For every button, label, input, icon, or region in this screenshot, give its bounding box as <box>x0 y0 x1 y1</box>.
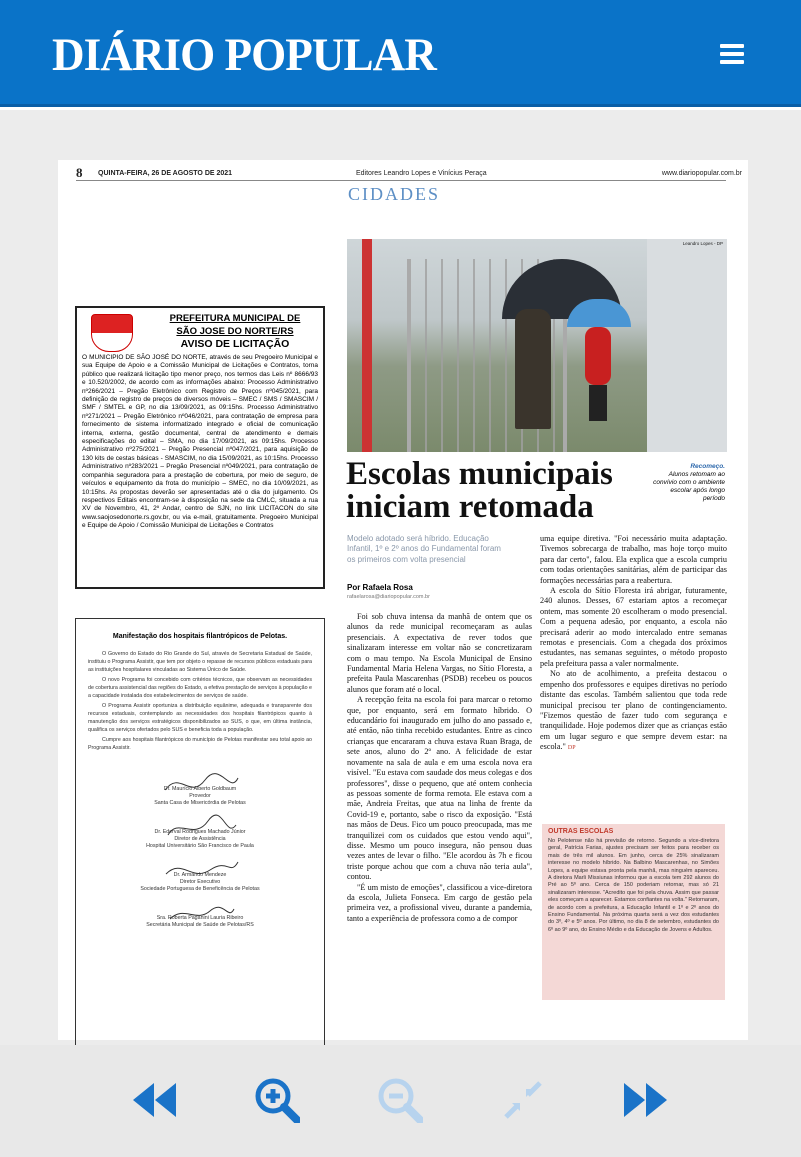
adult-figure <box>515 309 551 429</box>
signer-org: Secretária Municipal de Saúde de Pelotas/RS <box>146 922 254 928</box>
article-paragraph: A escola do Sítio Floresta irá abrigar, futuramente, 240 alunos. Desses, 67 estariam aptos a recomeçar ontem, mas somente 20 escolheram o modo presencial. Com a pequena adesão, por enquanto, a escola não precisará aderir ao modo intercalado entre semanas remotas e presenciais. Com a chegada dos próximos estudantes, nas semanas seguintes, o método proposto pela prefeitura passa a valer normalmente. <box>540 586 727 668</box>
sidebar-box-title: OUTRAS ESCOLAS <box>548 828 614 835</box>
signer-role: Provedor <box>189 793 211 799</box>
page-viewer[interactable] <box>0 110 801 1045</box>
gate-post <box>362 239 372 452</box>
fast-forward-icon <box>623 1077 669 1123</box>
signature-scribble-icon <box>160 813 240 843</box>
letter-paragraph: O novo Programa foi concebido com critérios técnicos, que observam as necessidades de cobertura assistencial das regiões do Estado, a efetiva prestação de serviços à população e a capacidade instalada dos estabelecimentos de serviços de saúde. <box>88 677 312 699</box>
article-column-2 <box>540 534 727 754</box>
notice-org-line2: SÃO JOSE DO NORTE/RS <box>176 326 294 337</box>
photo-credit: Leandro Lopes - DP <box>682 241 723 246</box>
page-date: QUINTA-FEIRA, 26 DE AGOSTO DE 2021 <box>98 170 233 177</box>
signature-scribble-icon <box>160 899 240 929</box>
page-editors: Editores Leandro Lopes e Vinícius Peraça <box>356 170 487 177</box>
article-byline: Por Rafaela Rosa <box>347 583 413 592</box>
article-paragraph: uma equipe diretiva. "Foi necessário muita adaptação. Tivemos sobrecarga de trabalho, mas hoje torço muito para dar certo", falou. Ela explica que a escola cumpriu com todas orientações sanitárias, além de participar das formações necessárias para a reabertura. <box>540 534 727 585</box>
signer-role: Diretor Executivo <box>179 879 221 885</box>
zoom-in-button[interactable] <box>254 1077 300 1123</box>
photo-caption <box>650 463 725 503</box>
rewind-icon <box>131 1077 177 1123</box>
article-subhead: Modelo adotado será híbrido. Educação Infantil, 1º e 2º anos do Fundamental foram os primeiros com volta presencial <box>347 534 501 564</box>
signer-name: Sra. Roberta Paganini Lauria Ribeiro <box>156 915 244 921</box>
article-paragraph <box>540 669 727 753</box>
zoom-out-icon <box>377 1077 423 1123</box>
signer-name: Dr. Ederval Rodrigues Machado Júnior <box>154 829 246 835</box>
masthead-divider <box>76 180 726 181</box>
notice-org-line1: PREFEITURA MUNICIPAL DE <box>169 313 301 324</box>
collapse-icon <box>500 1077 546 1123</box>
end-mark: DP <box>567 745 576 752</box>
signature-block <box>88 872 312 893</box>
letter-title: Manifestação dos hospitais filantrópicos de Pelotas. <box>112 633 288 640</box>
municipal-crest-icon <box>91 314 133 352</box>
letter-paragraph: O Governo do Estado do Rio Grande do Sul, através de Secretaria Estadual de Saúde, instituiu o Programa Assistir, que tem por objeto o repasse de recursos públicos estaduais para as instituições hospitalares vinculadas ao Sistema Único de Saúde. <box>88 651 312 673</box>
viewer-toolbar <box>0 1045 801 1157</box>
caption-text: Alunos retomam ao convívio com o ambiente escolar após longo período <box>653 471 725 502</box>
article-column-1 <box>347 612 532 924</box>
signature-scribble-icon <box>160 856 240 886</box>
bid-notice <box>75 306 325 589</box>
notice-title: AVISO DE LICITAÇÃO <box>180 338 290 350</box>
signature-scribble-icon <box>160 770 240 800</box>
article-paragraph: A recepção feita na escola foi para marcar o retorno que, por enquanto, será em formato híbrido. O educandário foi inaugurado em julho do ano passado e, até então, não tinha recebido estudantes. Entre as cinco crianças que encararam a chuva estava Ruan Braga, de sete anos, aluno do 2º ano. A felicidade de estar novamente na sala de aula e em uma escola nova era visível. "Eu estava com saudade dos meus colegas e dos professores", disse o pequeno, que até ontem conhecia as pessoas somente de forma remota. Ele estava com a mãe, Andreia Freitas, que atua na linha de frente da Covid-19 e, portanto, sabe o risco da exposição. "Está nas mãos de Deus. Fico um pouco preocupada, mas me tranquilizei com os cuidados que estou vendo aqui", disse. Mesmo um pouco insegura, não pensou duas vezes antes de levar o filho. "Ele acordou às 7h e ficou triste porque achou que com a chuva não teria aula", contou. <box>347 695 532 882</box>
signer-org: Santa Casa de Misericórdia de Pelotas <box>154 800 246 806</box>
diario-popular-logo[interactable]: DIÁRIO POPULAR <box>52 29 436 81</box>
child-legs <box>589 385 607 421</box>
hamburger-menu-icon[interactable] <box>720 44 744 64</box>
article-paragraph-text: No ato de acolhimento, a prefeita destacou o empenho dos professores e equipes diretivas no período distante das escolas. Também salientou que toda rede municipal precisou ter plano de contingenciamento. "Fizemos questão de fazer tudo com segurança e tranquilidade. Hoje podemos dizer que as crianças estão em um lugar seguro e que sempre devem estar: na escola." <box>540 669 727 752</box>
signer-name: Dr. Armando Mendeze <box>173 872 227 878</box>
signature-block <box>88 829 312 850</box>
article-paragraph: "É um misto de emoções", classificou a vice-diretora da escola, Julieta Fonseca. Em cargo de gestão pela primeira vez, a profissional viveu, durante a pandemia, tanto a experiência de professora como a de compor <box>347 882 532 923</box>
signer-org: Hospital Universitário São Francisco de Paula <box>146 843 254 849</box>
notice-body: O MUNICIPIO DE SÃO JOSÉ DO NORTE, através de seu Pregoeiro Municipal e sua Equipe de Apoio e a Comissão Municipal de Licitações e Contratos, torna público que realizará licitação tipo menor preço, nos termos das Leis nº 8666/93 e 10.520/2002, de acordo com as informações abaixo: Processo Administrativo nº266/2021 – Pregão Eletrônico com Registro de Preços nº045/2021, para definição de registro de preços de diversos móveis – SMEC / SMS / SMASCIM / SMF / SMTEL e GP, no dia 13/09/2021, as 09:15hs. Processo Administrativo nº271/2021 – Pregão Eletrônico nº046/2021, para contratação de empresa para fornecimento de sistema informatizado integrado e oficial de comunicação interna, externa, gestão documental, central de atendimento e demais especificações do edital – SMA, no dia 17/09/2021, as 09:15hs. Processo Administrativo nº275/2021 – Pregão Presencial nº047/2021, para aquisição de 130 kits de cestas básicas - SMASCIM, no dia 15/09/2021, as 10:15hs. Processo Administrativo nº283/2021 – Pregão Presencial nº049/2021, para contratação de companhia seguradora para a prestação de cobertura, por meio de seguro, de veículos e equipamento da frota do município – SMEC, no dia 10/09/2021, as 10:15hs. As propostas deverão ser apresentadas até o dia do julgamento. Os respectivos Editais encontram-se à disposição na sede da CMLC, situada a rua XV de Novembro, 41, 2º Andar, centro de SJN, no link LICITACON do site www.saojosedonorte.rs.gov.br, ou via e-mail, gratuitamente. Pregoeiro Municipal e Equipe de Apoio / Comissão Municipal de Licitações e Contratos <box>82 354 318 530</box>
previous-page-button[interactable] <box>131 1077 177 1123</box>
author-email: rafaelarosa@diariopopular.com.br <box>347 594 430 600</box>
caption-lead: Recomeço. <box>690 463 725 470</box>
collapse-button[interactable] <box>500 1077 546 1123</box>
sidebar-box <box>542 824 725 1000</box>
hospitals-letter <box>75 618 325 1050</box>
article-paragraph: Foi sob chuva intensa da manhã de ontem que os alunos da rede municipal recomeçaram as aulas presenciais. A expectativa de rever todos que sinalizaram interesse em voltar não se concretizaram com o mau tempo. Na Escola Municipal de Ensino Fundamental Maria Helena Vargas, no Sítio Floresta, a prefeita Paula Mascarenhas (PSDB) recebeu os poucos alunos que foram até o local. <box>347 612 532 694</box>
signer-org: Sociedade Portuguesa de Beneficência de Pelotas <box>140 886 260 892</box>
utility-cabinet <box>647 239 727 452</box>
section-title: CIDADES <box>348 184 441 204</box>
next-page-button[interactable] <box>623 1077 669 1123</box>
signer-name: Dr. Maurício Alberto Goldbaum <box>163 786 237 792</box>
zoom-out-button[interactable] <box>377 1077 423 1123</box>
article-headline: Escolas municipais iniciam retomada <box>346 456 613 525</box>
sidebar-box-body: No Pelotense não há previsão de retorno. Segundo a vice-diretora geral, Patrícia Farias, ajustes precisam ser feitos para receber os mais de três mil alunos. Em junho, cerca de 25% sinalizaram interesse no modelo híbrido. Na Balbino Mascarenhas, no Simões Lopes, a equipe estava pronta pela manhã, mas ninguém apareceu. A diretora Marli Missiunas informou que a escola tem 292 alunos do Pré ao 5º ano. Cerca de 150 poderiam retornar, mas só 21 sinalizaram interesse. "Acredito que foi pela chuva. Assim que passar eles começam a aparecer. Estamos confiantes na volta." Retornaram, de acordo com a prefeitura, a Educação Infantil e 1º e 2º anos do Ensino Fundamental. Na próxima quarta será a vez dos estudantes do 3º, 4º e 5º anos. Por último, no dia 8 de setembro, estudantes do 6º ao 9º ano, do Ensino Médio e da Educação de Jovens e Adultos. <box>548 838 719 933</box>
zoom-in-icon <box>254 1077 300 1123</box>
letter-paragraph: Cumpre aos hospitais filantrópicos do município de Pelotas manifestar seu total apoio ao Programa Assistir. <box>88 737 312 751</box>
page-site: www.diariopopular.com.br <box>661 170 742 177</box>
letter-paragraph: O Programa Assistir oportuniza a distribuição equânime, adequada e transparente dos recursos estaduais, contemplando as necessidades dos hospitais filantrópicos quanto à manutenção dos serviços estratégicos disponibilizados ao SUS, o que, em última instância, qualifica os serviços ofertados pelo SUS e beneficia toda a população. <box>88 703 312 733</box>
app-header <box>0 0 801 107</box>
signer-role: Diretor de Assistência <box>174 836 226 842</box>
child-figure <box>585 327 611 385</box>
page-number: 8 <box>76 165 83 180</box>
signature-block <box>88 786 312 807</box>
newspaper-page <box>58 160 748 1040</box>
signature-block <box>88 915 312 929</box>
article-photo <box>347 239 727 452</box>
